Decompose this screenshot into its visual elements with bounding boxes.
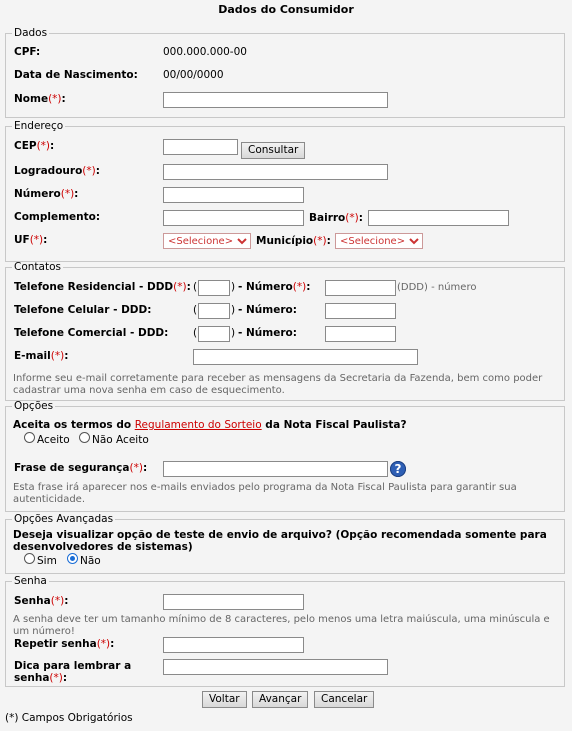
tel-residencial-ddd-input[interactable] xyxy=(198,280,230,296)
required-mark: (*) xyxy=(96,638,111,650)
ddd-hint: (DDD) - número xyxy=(397,282,477,293)
sim-label: Sim xyxy=(37,555,57,567)
email-input[interactable] xyxy=(193,349,418,365)
required-mark: (*) xyxy=(50,595,65,607)
logradouro-input[interactable] xyxy=(163,164,388,180)
frase-note: Esta frase irá aparecer nos e-mails enviados pelo programa da Nota Fiscal Paulista para garantir sua autenticidade. xyxy=(13,482,517,505)
bairro-input[interactable] xyxy=(368,210,509,226)
bairro-label: Bairro(*): xyxy=(309,212,363,224)
municipio-label: Município(*): xyxy=(256,235,331,247)
required-mark: (*) xyxy=(82,165,96,177)
page-title: Dados do Consumidor xyxy=(218,3,354,16)
dados-legend: Dados xyxy=(14,27,48,39)
cep-label: CEP(*): xyxy=(14,140,55,152)
required-mark: (*) xyxy=(292,281,307,293)
opcoes-legend: Opções xyxy=(14,400,54,412)
paren-open: ( xyxy=(193,304,198,316)
regulamento-link[interactable]: Regulamento do Sorteio xyxy=(134,419,262,431)
cancelar-button[interactable]: Cancelar xyxy=(314,691,374,708)
tel-residencial-numero-label: - Número(*): xyxy=(238,281,311,293)
required-mark: (*) xyxy=(36,140,51,152)
nao-radio[interactable] xyxy=(67,553,78,564)
senha-legend: Senha xyxy=(14,575,47,587)
paren-close: ) xyxy=(231,304,236,316)
aceito-radio[interactable] xyxy=(24,432,35,443)
required-mark: (*) xyxy=(49,672,63,684)
complemento-input[interactable] xyxy=(163,210,304,226)
frase-input[interactable] xyxy=(163,461,388,477)
repetir-senha-label: Repetir senha(*): xyxy=(14,638,115,650)
required-mark: (*) xyxy=(345,212,359,224)
tel-comercial-numero-input[interactable] xyxy=(325,326,396,342)
repetir-senha-input[interactable] xyxy=(163,637,304,653)
municipio-select[interactable] xyxy=(335,233,423,249)
tel-celular-label: Telefone Celular - DDD: xyxy=(14,304,152,316)
tel-comercial-ddd-input[interactable] xyxy=(198,326,230,342)
required-mark: (*) xyxy=(173,281,187,293)
required-mark: (*) xyxy=(129,462,143,474)
senha-label: Senha(*): xyxy=(14,595,69,607)
dica-label: Dica para lembrar a senha(*): xyxy=(14,660,132,684)
nascimento-label: Data de Nascimento: xyxy=(14,69,138,81)
nome-input[interactable] xyxy=(163,92,388,108)
email-label: E-mail(*): xyxy=(14,350,69,362)
voltar-button[interactable]: Voltar xyxy=(202,691,247,708)
paren-open: ( xyxy=(193,281,198,293)
tel-comercial-numero-label: - Número: xyxy=(238,327,297,339)
cpf-label: CPF: xyxy=(14,46,41,58)
avancadas-question: Deseja visualizar opção de teste de envio de arquivo? (Opção recomendada somente para desenvolvedores de sistemas) xyxy=(13,529,547,553)
required-mark: (*) xyxy=(29,234,44,246)
tel-celular-numero-input[interactable] xyxy=(325,303,396,319)
avancar-button[interactable]: Avançar xyxy=(252,691,308,708)
nascimento-value: 00/00/0000 xyxy=(163,69,224,81)
required-mark: (*) xyxy=(48,93,62,105)
cpf-value: 000.000.000-00 xyxy=(163,46,247,58)
uf-select[interactable] xyxy=(163,233,251,249)
sim-radio[interactable] xyxy=(24,553,35,564)
tel-comercial-label: Telefone Comercial - DDD: xyxy=(14,327,169,339)
contatos-legend: Contatos xyxy=(14,261,61,273)
nao-label: Não xyxy=(80,555,101,567)
footer-note: (*) Campos Obrigatórios xyxy=(5,712,133,724)
senha-note: A senha deve ter um tamanho mínimo de 8 caracteres, pelo menos uma letra maiúscula, uma minúscula e um número! xyxy=(13,614,550,637)
logradouro-label: Logradouro(*): xyxy=(14,165,100,177)
paren-close: ) xyxy=(231,327,236,339)
cep-input[interactable] xyxy=(163,139,238,155)
senha-input[interactable] xyxy=(163,594,304,610)
numero-input[interactable] xyxy=(163,187,304,203)
uf-label: UF(*): xyxy=(14,234,48,246)
frase-label: Frase de segurança(*): xyxy=(14,462,148,474)
tel-residencial-label: Telefone Residencial - DDD(*): xyxy=(14,281,191,293)
aceito-label: Aceito xyxy=(37,434,70,446)
complemento-label: Complemento: xyxy=(14,211,101,223)
numero-label: Número(*): xyxy=(14,188,79,200)
regulamento-question: Aceita os termos do Regulamento do Sorteio da Nota Fiscal Paulista? xyxy=(13,419,407,431)
endereco-legend: Endereço xyxy=(14,120,64,132)
nao-aceito-radio[interactable] xyxy=(79,432,90,443)
email-note: Informe seu e-mail corretamente para receber as mensagens da Secretaria da Fazenda, bem como poder cadastrar uma nova senha em caso de esquecimento. xyxy=(13,373,543,396)
required-mark: (*) xyxy=(50,350,65,362)
required-mark: (*) xyxy=(313,235,327,247)
nome-label: Nome(*): xyxy=(14,93,66,105)
paren-close: ) xyxy=(231,281,236,293)
nao-aceito-label: Não Aceito xyxy=(92,434,149,446)
avancadas-legend: Opções Avançadas xyxy=(14,513,114,525)
tel-celular-numero-label: - Número: xyxy=(238,304,297,316)
tel-residencial-numero-input[interactable] xyxy=(325,280,396,296)
tel-celular-ddd-input[interactable] xyxy=(198,303,230,319)
required-mark: (*) xyxy=(60,188,75,200)
paren-open: ( xyxy=(193,327,198,339)
dica-input[interactable] xyxy=(163,659,388,675)
help-icon[interactable]: ? xyxy=(390,461,406,477)
consultar-button[interactable]: Consultar xyxy=(241,142,305,159)
